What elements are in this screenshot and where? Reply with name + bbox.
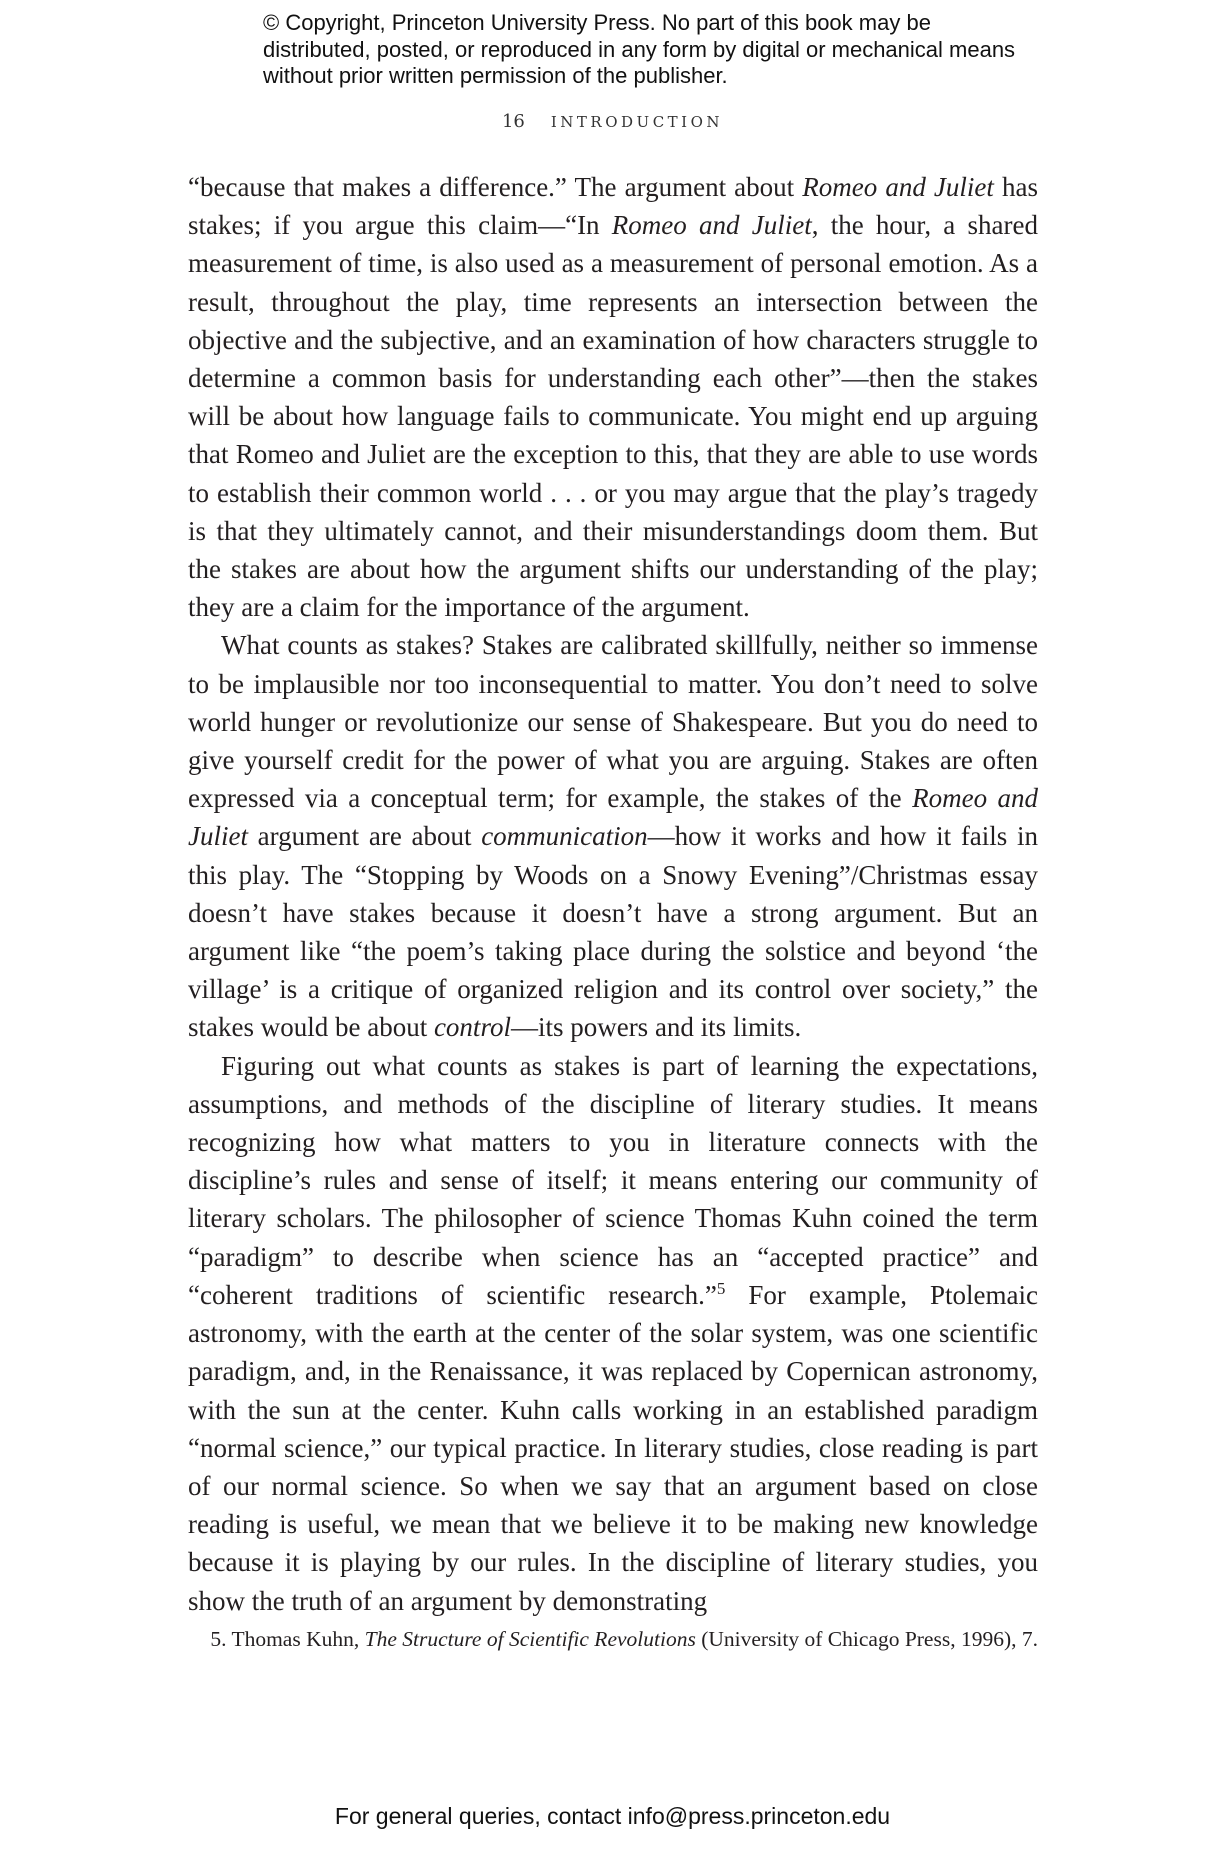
text-run: argument are about (247, 821, 482, 852)
contact-line: For general queries, contact info@press.princeton.edu (334, 1803, 891, 1829)
italic-term: control (433, 1012, 511, 1043)
text-run: —its powers and its limits. (510, 1012, 802, 1043)
text-run: Figuring out what counts as stakes is part of learning the expectations, assumptions, and methods of the discipline of literary studies. It means recognizing how what matters to you in literature connects with the discipline’s rules and sense of itself; it means entering our community of literary scholars. The philosopher of science Thomas Kuhn coined the term “paradigm” to describe when science has an “accepted practice” and “coherent traditions of scientific research.” (188, 1050, 1038, 1310)
running-head (0, 111, 1225, 132)
text-run: “because that makes a difference.” The argument about (188, 172, 803, 202)
text-run: has stakes; if you argue this claim—“In (188, 172, 1038, 241)
text-run: —how it works and how it fails in this play. The “Stopping by Woods on a Snowy Evening”/Christmas essay doesn’t have stakes because it doesn’t have a strong argument. But an argument like “the poem’s taking place during the solstice and beyond ‘the village’ is a critique of organized religion and its control over society,” the stakes would be about (188, 821, 1038, 1043)
footnote-book-title: The Structure of Scientific Revolutions (364, 1627, 696, 1651)
footnote (188, 1625, 1038, 1653)
text-run: What counts as stakes? Stakes are calibrated skillfully, neither so immense to be implausible nor too inconsequential to matter. You don’t need to solve world hunger or revolutionize our sense of Shakespeare. But you do need to give yourself credit for the power of what you are arguing. Stakes are often expressed via a conceptual term; for example, the stakes of the (188, 630, 1038, 814)
italic-term: communication (481, 821, 648, 852)
footnote-text: (University of Chicago Press, 1996), 7. (695, 1627, 1038, 1651)
text-run: , the hour, a shared measurement of time, is also used as a measurement of personal emotion. As a result, throughout the play, time represents an intersection between the objective and the subjective, and an examination of how characters struggle to determine a common basis for understanding each other”—then the stakes will be about how language fails to communicate. You might end up arguing that Romeo and Juliet are the exception to this, that they are able to use words to establish their common world . . . or you may argue that the play’s tragedy is that they ultimately cannot, and their misunderstandings doom them. But the stakes are about how the argument shifts our understanding of the play; they are a claim for the importance of the argument. (188, 210, 1038, 623)
paragraph-2 (188, 626, 1038, 1046)
italic-title: Romeo and Juliet (188, 783, 1038, 852)
paragraph-1 (188, 168, 1038, 626)
footnote-marker: 5 (716, 1278, 726, 1298)
page-number: 16 (501, 111, 525, 132)
body-text (188, 168, 1038, 1620)
text-run: For example, Ptolemaic astronomy, with the earth at the center of the solar system, was one scientific paradigm, and, in the Renaissance, it was replaced by Copernican astronomy, with the sun at the center. Kuhn calls working in an established paradigm “normal science,” our typical practice. In literary studies, close reading is part of our normal science. So when we say that an argument based on close reading is useful, we mean that we believe it to be making new knowledge because it is playing by our rules. In the discipline of literary studies, you show the truth of an argument by demonstrating (188, 1279, 1038, 1616)
paragraph-3 (188, 1047, 1038, 1620)
italic-title: Romeo and Juliet (802, 172, 994, 202)
section-title: INTRODUCTION (550, 113, 724, 131)
italic-title: Romeo and Juliet (611, 210, 812, 241)
footnote-text: 5. Thomas Kuhn, (210, 1627, 365, 1651)
copyright-notice: © Copyright, Princeton University Press. No part of this book may be distributed, posted, or reproduced in any form by digital or mechanical means without prior written permission of the publisher. (263, 10, 1016, 88)
